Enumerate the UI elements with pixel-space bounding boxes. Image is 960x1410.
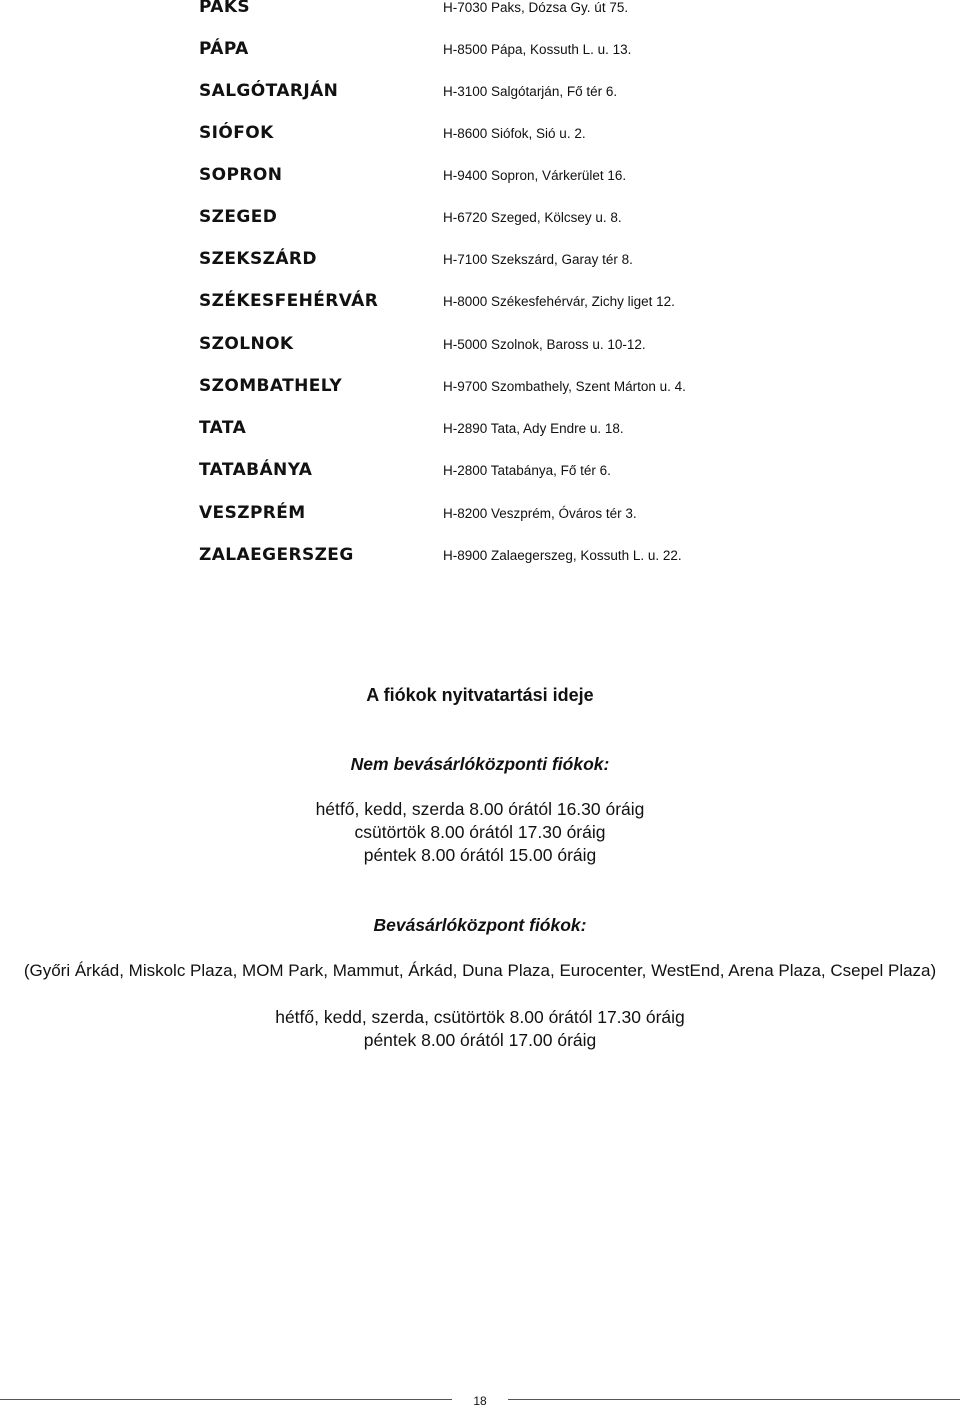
branch-city: PÁPA (199, 39, 249, 59)
branch-address: H-8600 Siófok, Sió u. 2. (443, 126, 586, 141)
branch-city: SIÓFOK (199, 123, 274, 143)
branch-city: TATA (199, 418, 247, 438)
footer-rule-right (508, 1399, 960, 1400)
branch-address: H-7100 Szekszárd, Garay tér 8. (443, 252, 633, 267)
branch-city: SZEGED (199, 207, 278, 227)
branch-row (0, 545, 960, 575)
branch-city: SALGÓTARJÁN (199, 81, 339, 101)
branch-row (0, 460, 960, 490)
branch-row (0, 165, 960, 195)
non-mall-hours-line: péntek 8.00 órától 15.00 óráig (363, 845, 597, 865)
non-mall-hours-line: hétfő, kedd, szerda 8.00 órától 16.30 óráig (315, 799, 645, 819)
branch-row (0, 376, 960, 406)
branch-address: H-3100 Salgótarján, Fő tér 6. (443, 84, 618, 99)
branch-row (0, 0, 960, 27)
branch-city: SZOLNOK (199, 334, 294, 354)
branch-address: H-7030 Paks, Dózsa Gy. út 75. (443, 0, 629, 15)
branch-address: H-5000 Szolnok, Baross u. 10-12. (443, 337, 646, 352)
branch-address: H-9400 Sopron, Várkerület 16. (443, 168, 627, 183)
branch-city: SOPRON (199, 165, 283, 185)
branch-address: H-8500 Pápa, Kossuth L. u. 13. (443, 42, 632, 57)
branch-city: SZEKSZÁRD (199, 249, 317, 269)
opening-hours-title: A fiókok nyitvatartási ideje (366, 685, 594, 705)
branch-row (0, 249, 960, 279)
non-mall-heading: Nem bevásárlóközponti fiókok: (350, 754, 610, 774)
branch-row (0, 123, 960, 153)
branch-address: H-2890 Tata, Ady Endre u. 18. (443, 421, 624, 436)
branch-city: SZÉKESFEHÉRVÁR (199, 291, 379, 311)
branch-row (0, 291, 960, 321)
branch-address: H-6720 Szeged, Kölcsey u. 8. (443, 210, 622, 225)
branch-city: ZALAEGERSZEG (199, 545, 354, 565)
branch-address: H-9700 Szombathely, Szent Márton u. 4. (443, 379, 686, 394)
branch-address: H-8900 Zalaegerszeg, Kossuth L. u. 22. (443, 548, 682, 563)
branch-row (0, 207, 960, 237)
branch-city: SZOMBATHELY (199, 376, 343, 396)
branch-city: PAKS (199, 0, 251, 17)
page-number: 18 (460, 1393, 500, 1409)
branch-row (0, 39, 960, 69)
branch-row (0, 503, 960, 533)
mall-list: (Győri Árkád, Miskolc Plaza, MOM Park, Mammut, Árkád, Duna Plaza, Eurocenter, WestEnd, Arena Plaza, Csepel Plaza) (23, 961, 937, 980)
mall-hours-line: péntek 8.00 órától 17.00 óráig (363, 1030, 597, 1050)
footer-rule-left (0, 1399, 452, 1400)
branch-row (0, 418, 960, 448)
mall-heading: Bevásárlóközpont fiókok: (373, 915, 587, 935)
branch-row (0, 81, 960, 111)
branch-city: TATABÁNYA (199, 460, 313, 480)
non-mall-hours-line: csütörtök 8.00 órától 17.30 óráig (354, 822, 606, 842)
branch-address: H-2800 Tatabánya, Fő tér 6. (443, 463, 611, 478)
branch-address: H-8200 Veszprém, Óváros tér 3. (443, 506, 637, 521)
mall-hours-line: hétfő, kedd, szerda, csütörtök 8.00 órától 17.30 óráig (275, 1007, 685, 1027)
branch-city: VESZPRÉM (199, 503, 306, 523)
branch-row (0, 334, 960, 364)
branch-address: H-8000 Székesfehérvár, Zichy liget 12. (443, 294, 675, 309)
